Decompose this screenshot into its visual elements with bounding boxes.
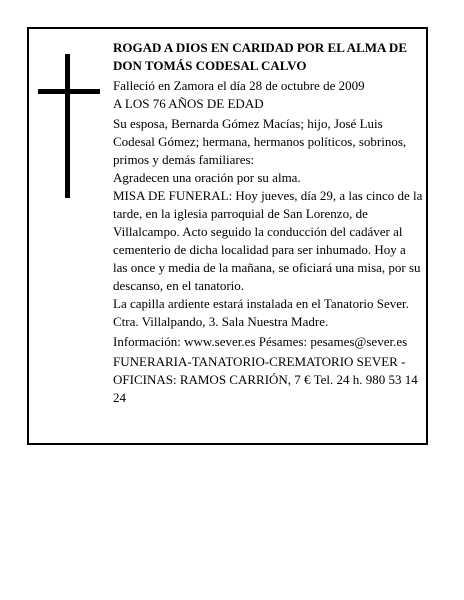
- cross-icon: [38, 54, 100, 198]
- death-info: Falleció en Zamora el día 28 de octubre de 2009: [113, 78, 365, 93]
- obituary-header: ROGAD A DIOS EN CARIDAD POR EL ALMA DE DON TOMÁS CODESAL CALVO: [113, 40, 407, 73]
- cross-horizontal-bar: [38, 89, 100, 94]
- funeral-home-info: FUNERARIA-TANATORIO-CREMATORIO SEVER - OFICINAS: RAMOS CARRIÓN, 7 € Tel. 24 h. 980 53 14 24: [113, 354, 418, 405]
- chapel-info: La capilla ardiente estará instalada en el Tanatorio Sever. Ctra. Villalpando, 3. Sala Nuestra Madre.: [113, 296, 409, 329]
- family-line: Su esposa, Bernarda Gómez Macías; hijo, José Luis Codesal Gómez; hermana, hermanos políticos, sobrinos, primos y demás familiares:: [113, 116, 407, 167]
- thanks-line: Agradecen una oración por su alma.: [113, 170, 301, 185]
- obituary-text: [113, 39, 423, 407]
- cross-vertical-bar: [65, 54, 70, 198]
- funeral-mass-info: MISA DE FUNERAL: Hoy jueves, día 29, a las cinco de la tarde, en la iglesia parroquial de San Lorenzo, de Villalcampo. Acto seguido la conducción del cadáver al cementerio de dicha localidad para ser inhumado. Hoy a las once y media de la mañana, se oficiará una misa, por su descanso, en el tanatorio.: [113, 188, 423, 293]
- age-line: A LOS 76 AÑOS DE EDAD: [113, 96, 264, 111]
- contact-info: Información: www.sever.es Pésames: pesames@sever.es: [113, 334, 408, 349]
